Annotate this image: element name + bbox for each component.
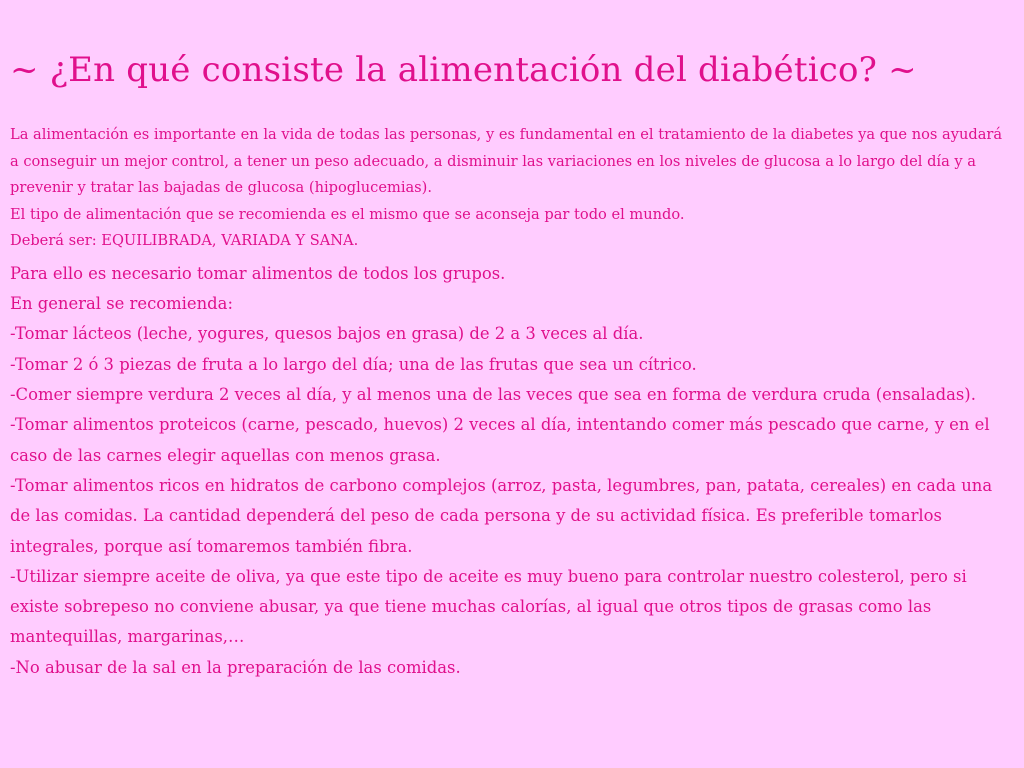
list-item: -Tomar lácteos (leche, yogures, quesos bajos en grasa) de 2 a 3 veces al día. [10,324,644,344]
recommendations-list [10,255,1014,683]
body-line: Para ello es necesario tomar alimentos de todos los grupos. [10,263,506,283]
intro-paragraph [10,89,1014,255]
list-item: -Tomar alimentos ricos en hidratos de carbono complejos (arroz, pasta, legumbres, pan, patata, cereales) en cada una de las comidas. La cantidad dependerá del peso de cada persona y de su actividad física. Es preferible tomarlos integrales, porque así tomaremos también fibra. [10,475,993,556]
list-item: -Tomar 2 ó 3 piezas de fruta a lo largo del día; una de las frutas que sea un cítrico. [10,354,697,374]
slide-title: ~ ¿En qué consiste la alimentación del diabético? ~ [10,50,917,90]
list-item: -Utilizar siempre aceite de oliva, ya que este tipo de aceite es muy bueno para controlar nuestro colesterol, pero si existe sobrepeso no conviene abusar, ya que tiene muchas calorías, al igual que otros tipos de grasas como las mantequillas, margarinas,… [10,566,967,647]
intro-line: Deberá ser: EQUILIBRADA, VARIADA Y SANA. [10,232,359,250]
list-item: -Comer siempre verdura 2 veces al día, y al menos una de las veces que sea en forma de verdura cruda (ensaladas). [10,385,976,405]
intro-line: El tipo de alimentación que se recomienda es el mismo que se aconseja par todo el mundo. [10,205,685,223]
list-item: -Tomar alimentos proteicos (carne, pescado, huevos) 2 veces al día, intentando comer más pescado que carne, y en el caso de las carnes elegir aquellas con menos grasa. [10,415,990,465]
list-item: -No abusar de la sal en la preparación de las comidas. [10,657,461,677]
body-line: En general se recomienda: [10,294,233,314]
intro-line: La alimentación es importante en la vida de todas las personas, y es fundamental en el tratamiento de la diabetes ya que nos ayudará a conseguir un mejor control, a tener un peso adecuado, a disminuir las variaciones en los niveles de glucosa a lo largo del día y a prevenir y tratar las bajadas de glucosa (hipoglucemias). [10,126,1003,197]
